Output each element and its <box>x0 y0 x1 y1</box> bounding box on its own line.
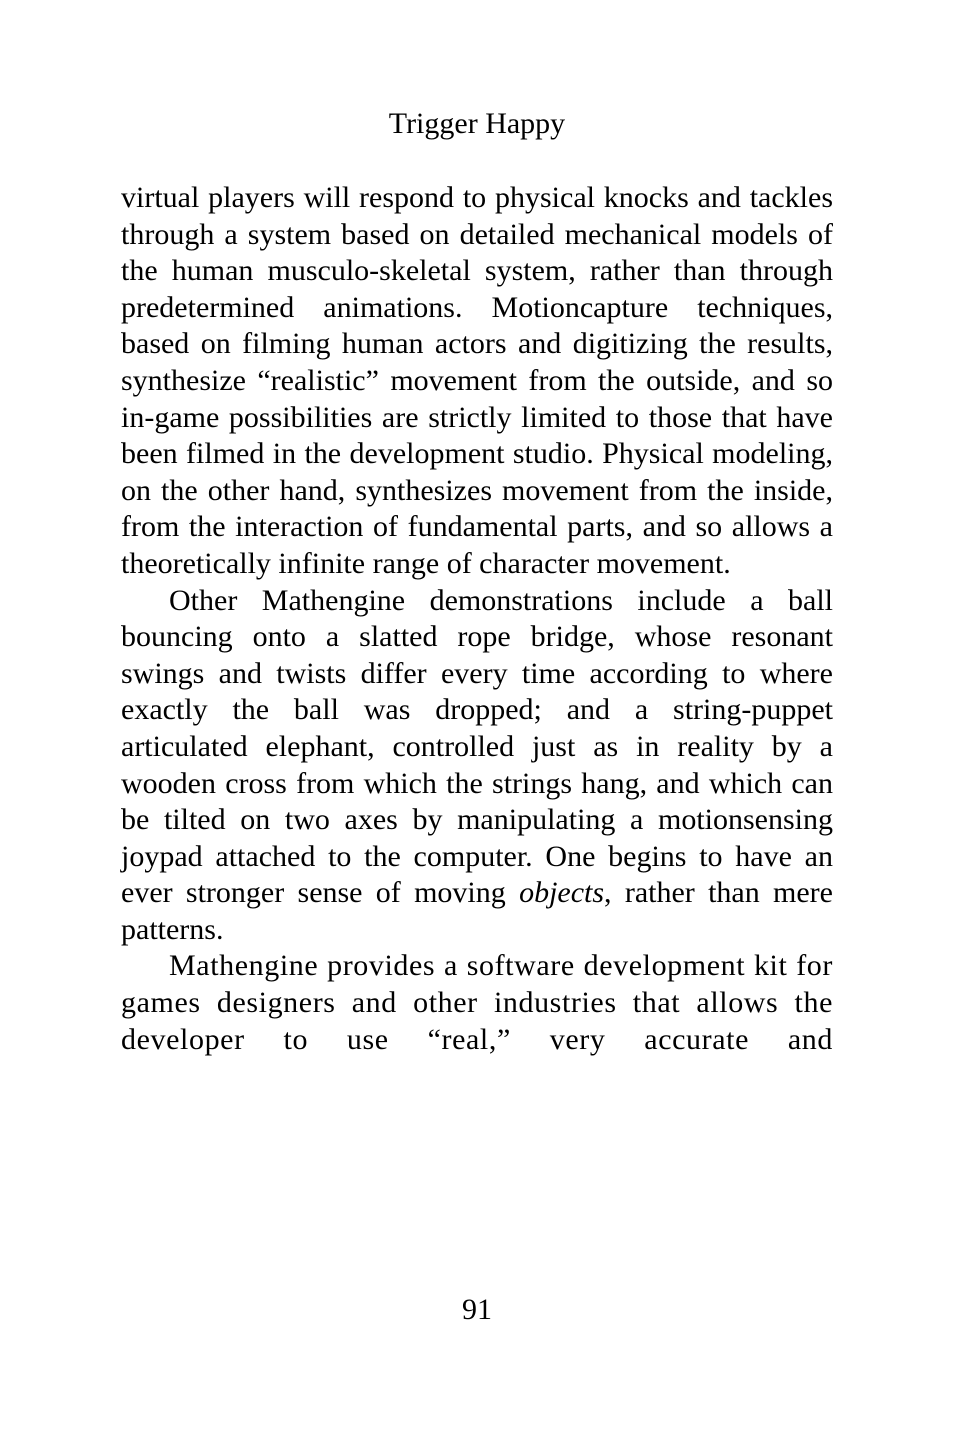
paragraph-2-tail: , rather than mere patterns. <box>121 876 833 946</box>
paragraph-3: Mathengine provides a software development kit for games designers and other industries that allows the developer to use “real,” very accurate and <box>121 949 833 1056</box>
body-text <box>121 180 833 1058</box>
running-title: Trigger Happy <box>388 107 566 140</box>
page-number: 91 <box>462 1293 492 1326</box>
paragraph-2-main: Other Mathengine demonstrations include a ball bouncing onto a slatted rope bridge, whose resonant swings and twists differ every time according to where exactly the ball was dropped; and a string-puppet articulated elephant, controlled just as in reality by a wooden cross from which the strings hang, and which can be tilted on two axes by manipulating a motionsensing joypad attached to the computer. One begins to have an ever stronger sense of moving <box>121 583 833 910</box>
paragraph-1: virtual players will respond to physical knocks and tackles through a system based on detailed mechanical models of the human musculo-skeletal system, rather than through predetermined animations. Motioncapture techniques, based on filming human actors and digitizing the results, synthesize “realistic” movement from the outside, and so in-game possibilities are strictly limited to those that have been filmed in the development studio. Physical modeling, on the other hand, synthesizes movement from the inside, from the interaction of fundamental parts, and so allows a theoretically infinite range of character movement. <box>121 181 833 580</box>
paragraph-2 <box>121 583 833 949</box>
paragraph-2-emphasis: objects <box>519 876 605 910</box>
